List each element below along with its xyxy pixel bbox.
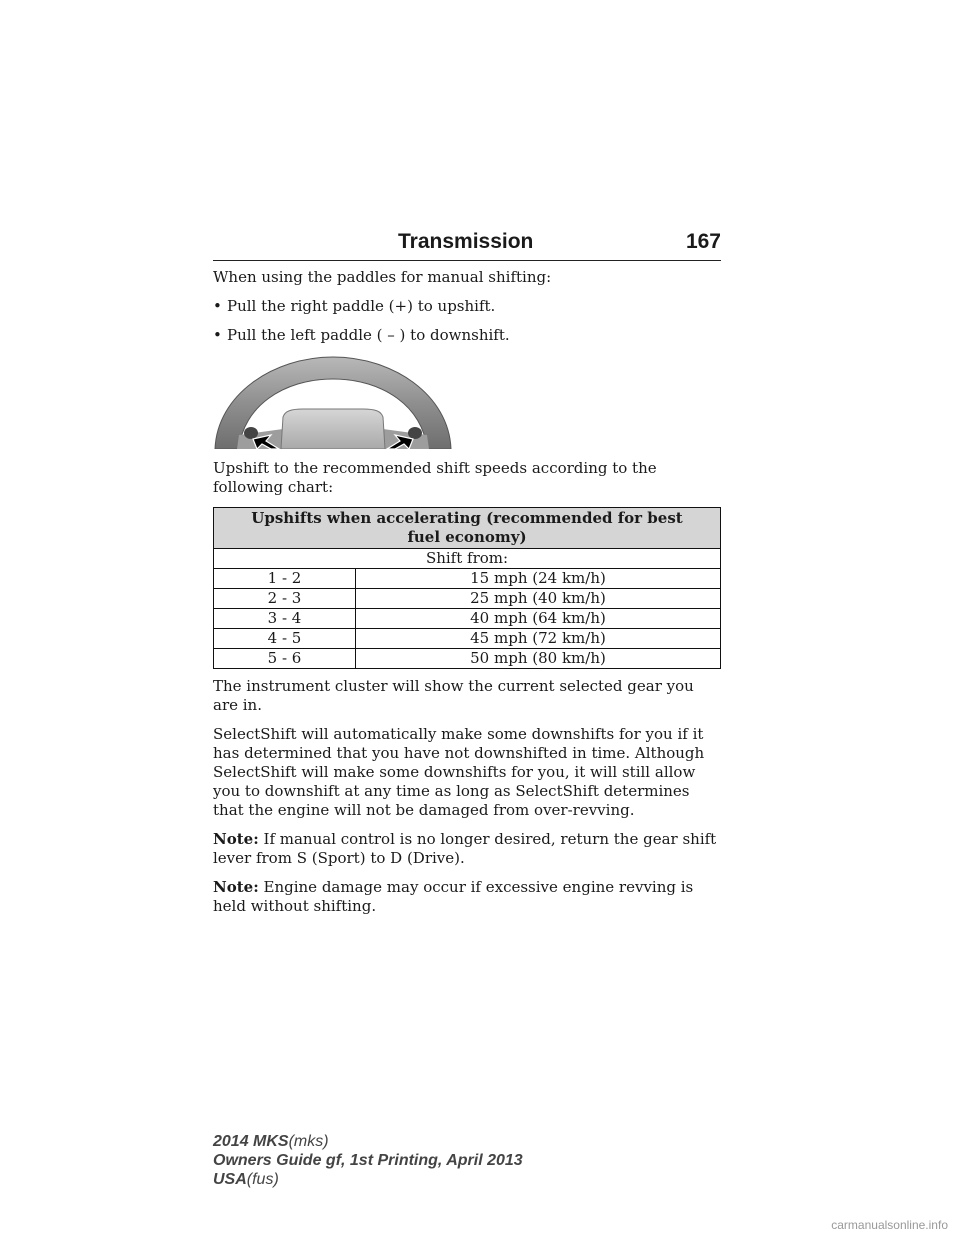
paragraph-cluster: The instrument cluster will show the current selected gear you are in. [213, 677, 694, 714]
note-manual-control [213, 830, 721, 868]
speed-cell: 25 mph (40 km/h) [356, 589, 721, 609]
gear-cell: 4 - 5 [214, 629, 356, 649]
note-label: Note: [213, 878, 259, 896]
document-footer [213, 1132, 523, 1189]
speed-cell: 50 mph (80 km/h) [356, 649, 721, 669]
intro-text: When using the paddles for manual shifting: [213, 268, 552, 286]
bullet-upshift [213, 297, 721, 316]
note-text: Engine damage may occur if excessive engine revving is held without shifting. [213, 878, 694, 915]
table-row [214, 629, 721, 649]
footer-line-2 [213, 1151, 523, 1170]
footer-model: 2014 MKS [213, 1133, 289, 1150]
table-title: Upshifts when accelerating (recommended for best fuel economy) [214, 508, 721, 549]
gear-cell: 3 - 4 [214, 609, 356, 629]
speed-cell: 40 mph (64 km/h) [356, 609, 721, 629]
bullet-dot: • [213, 297, 222, 315]
footer-market: USA [213, 1171, 247, 1188]
note-engine-damage [213, 878, 721, 916]
gear-cell: 1 - 2 [214, 569, 356, 589]
footer-guide-info: Owners Guide gf, 1st Printing, April 2013 [213, 1152, 523, 1169]
table-subheader-row [214, 549, 721, 569]
upshift-speed-table [213, 507, 721, 669]
speed-cell: 15 mph (24 km/h) [356, 569, 721, 589]
footer-model-code: (mks) [288, 1133, 329, 1150]
steering-wheel-paddle-shifters-illustration [213, 355, 453, 449]
speed-cell: 45 mph (72 km/h) [356, 629, 721, 649]
bullet-dot: • [213, 326, 222, 344]
bullet-text: Pull the right paddle (+) to upshift. [227, 297, 496, 315]
note-label: Note: [213, 830, 259, 848]
table-subheader: Shift from: [214, 549, 721, 569]
table-row [214, 589, 721, 609]
table-row [214, 609, 721, 629]
page-header [213, 228, 721, 261]
page-number: 167 [685, 230, 721, 253]
gear-cell: 5 - 6 [214, 649, 356, 669]
left-paddle-icon [244, 427, 258, 439]
chart-intro: Upshift to the recommended shift speeds according to the following chart: [213, 459, 657, 496]
note-text: If manual control is no longer desired, return the gear shift lever from S (Sport) to D (Drive). [213, 830, 717, 867]
bullet-text: Pull the left paddle ( – ) to downshift. [227, 326, 510, 344]
table-row [214, 649, 721, 669]
section-title: Transmission [398, 230, 534, 253]
footer-line-3 [213, 1170, 523, 1189]
gear-cell: 2 - 3 [214, 589, 356, 609]
watermark: carmanualsonline.info [831, 1218, 948, 1232]
wheel-hub [281, 409, 385, 449]
page-content [213, 268, 721, 926]
table-title-row [214, 508, 721, 549]
paragraph-selectshift: SelectShift will automatically make some downshifts for you if it has determined that you have not downshifted in time. Although SelectShift will make some downshifts for you, it will still allow you to downshift at any time as long as SelectShift determines that the engine will not be damaged from over-revving. [213, 725, 705, 819]
footer-line-1 [213, 1132, 523, 1151]
right-paddle-icon [408, 427, 422, 439]
bullet-downshift [213, 326, 721, 345]
table-row [214, 569, 721, 589]
footer-market-code: (fus) [246, 1171, 279, 1188]
